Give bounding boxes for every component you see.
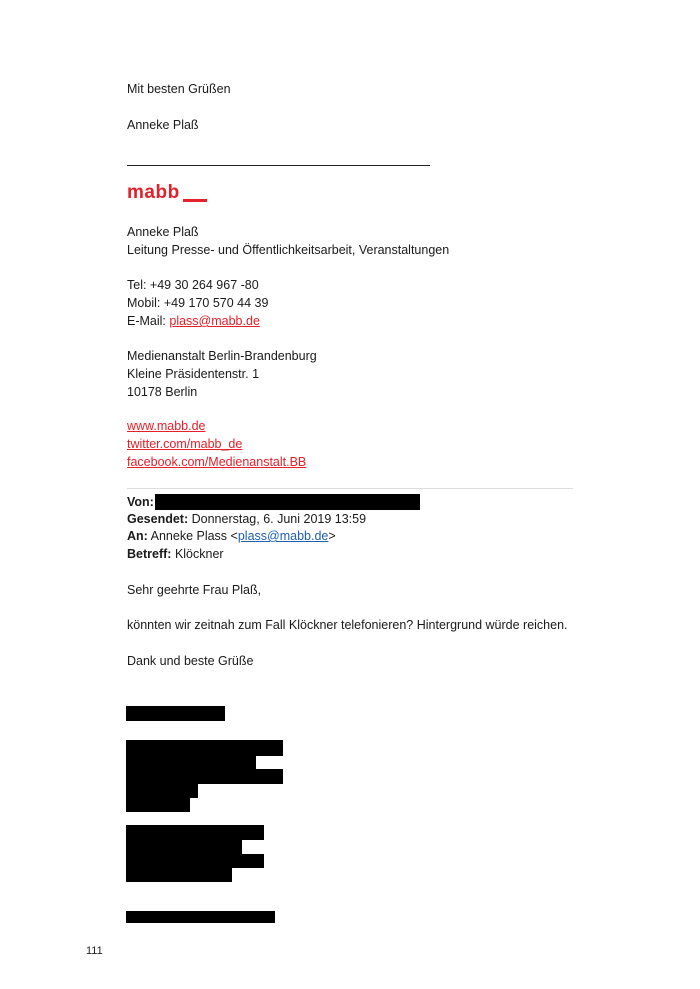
signature-tel: Tel: +49 30 264 967 -80 xyxy=(127,278,259,292)
subject-line xyxy=(127,546,224,563)
email-label: E-Mail: xyxy=(127,314,170,328)
subject-value: Klöckner xyxy=(174,547,224,561)
closing-greeting: Mit besten Grüßen xyxy=(127,82,231,96)
email-closing: Dank und beste Grüße xyxy=(127,654,254,668)
redaction-block xyxy=(126,825,264,840)
redaction-block xyxy=(126,769,283,784)
logo-text: mabb xyxy=(127,182,180,203)
logo-underscore-bar xyxy=(183,199,207,202)
signature-rule xyxy=(127,165,430,166)
from-line xyxy=(127,494,154,511)
to-label: An: xyxy=(127,529,148,543)
redaction-block xyxy=(126,840,242,854)
signature-name: Anneke Plaß xyxy=(127,225,199,239)
sent-line xyxy=(127,511,366,528)
sent-value: Donnerstag, 6. Juni 2019 13:59 xyxy=(191,512,367,526)
signature-mobile: Mobil: +49 170 570 44 39 xyxy=(127,296,269,310)
website-link[interactable]: www.mabb.de xyxy=(127,419,206,433)
redaction-block xyxy=(126,911,275,923)
to-close: > xyxy=(328,529,336,543)
to-name: Anneke Plass < xyxy=(150,529,238,543)
redaction-block xyxy=(126,854,264,868)
to-email-link[interactable]: plass@mabb.de xyxy=(237,529,329,543)
header-separator xyxy=(127,488,573,489)
from-label: Von: xyxy=(127,495,154,509)
redaction-block xyxy=(126,706,225,721)
redaction-block xyxy=(126,868,232,882)
to-line xyxy=(127,528,336,545)
redaction-block xyxy=(126,798,190,812)
redaction-block xyxy=(126,756,256,769)
page-number: 111 xyxy=(86,945,103,957)
twitter-link[interactable]: twitter.com/mabb_de xyxy=(127,437,243,451)
redaction-block xyxy=(126,740,283,756)
signature-street: Kleine Präsidentenstr. 1 xyxy=(127,367,260,381)
salutation: Sehr geehrte Frau Plaß, xyxy=(127,583,262,597)
signature-org: Medienanstalt Berlin-Brandenburg xyxy=(127,349,317,363)
redaction-from xyxy=(155,494,420,510)
subject-label: Betreff: xyxy=(127,547,172,561)
signature-city: 10178 Berlin xyxy=(127,385,198,399)
redaction-block xyxy=(126,784,198,798)
signature-email-link[interactable]: plass@mabb.de xyxy=(169,314,260,328)
signature-role: Leitung Presse- und Öffentlichkeitsarbeit, Veranstaltungen xyxy=(127,243,450,257)
email-body: könnten wir zeitnah zum Fall Klöckner telefonieren? Hintergrund würde reichen. xyxy=(127,618,568,632)
signature-email-line xyxy=(127,313,260,330)
facebook-link[interactable]: facebook.com/Medienanstalt.BB xyxy=(127,455,307,469)
sent-label: Gesendet: xyxy=(127,512,189,526)
mabb-logo xyxy=(127,183,207,203)
sender-name: Anneke Plaß xyxy=(127,118,199,132)
